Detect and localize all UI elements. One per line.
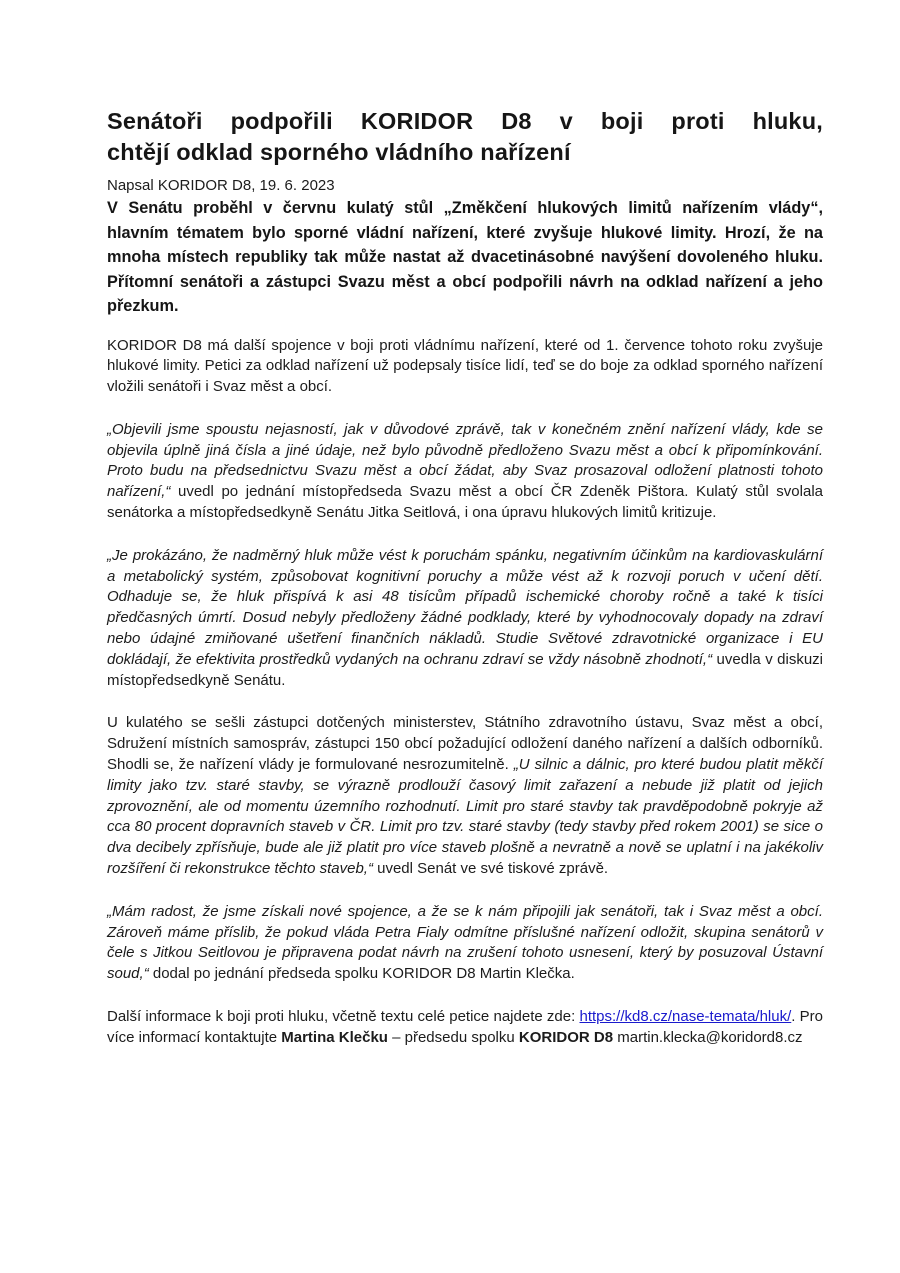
contact-middle-text: . Pro více informací kontaktujte: [107, 1008, 823, 1046]
contact-intro-text: Další informace k boji proti hluku, včetně textu celé petice najdete zde:: [107, 1008, 580, 1026]
page-title-line1: Senátoři podpořili KORIDOR D8 v boji proti hluku,: [107, 108, 823, 134]
body-paragraph-4: [107, 713, 823, 879]
paragraph-text: KORIDOR D8 má další spojence v boji proti vládnímu nařízení, které od 1. července tohoto roku zvyšuje hlukové limity. Petici za odklad nařízení už podepsaly tisíce lidí, teď se do boje za odklad sporného nařízení vložili senátoři i Svaz měst a obcí.: [107, 336, 823, 396]
quote-text: „Je prokázáno, že nadměrný hluk může vést k poruchám spánku, negativním účinkům na kardiovaskulární a metabolický systém, způsobovat kognitivní poruchy a může vést až k rozvoji poruch v učení dětí. Odhaduje se, že hluk přispívá k asi 48 tisícům případů ischemické choroby ročně a také k tisíci předčasných úmrtí. Dosud nebyly předloženy žádné podklady, které by vyhodnocovaly dopady na zdraví nebo údajné zmiňované ušetření finančních nákladů. Studie Světové zdravotnické organizace i EU dokládají, že efektivita prostředků vydaných na ochranu zdraví se vždy násobně zhodnotí,“: [107, 546, 823, 668]
quote-text: „Objevili jsme spoustu nejasností, jak v důvodové zprávě, tak v konečném znění nařízení vlády, kde se objevila úplně jiná čísla a jiné údaje, než bylo původně předloženo Svazu měst a obcí k připomínkování. Proto budu na předsednictvu Svazu měst a obcí žádat, aby Svaz prosazoval odložení platnosti tohoto nařízení,“: [107, 420, 823, 501]
contact-paragraph: [107, 1007, 823, 1049]
page-title: [107, 106, 823, 168]
body-paragraph-2: [107, 420, 823, 524]
byline: Napsal KORIDOR D8, 19. 6. 2023: [107, 177, 335, 194]
quote-text: „Mám radost, že jsme získali nové spojence, a že se k nám připojili jak senátoři, tak i Svaz měst a obcí. Zároveň máme příslib, že pokud vláda Petra Fialy odmítne příslušné nařízení odložit, skupina senátorů v čele s Jitkou Seitlovou je připravena podat návrh na zrušení tohoto usnesení, který by posuzoval Ústavní soud,“: [107, 902, 823, 983]
quote-text: „U silnic a dálnic, pro které budou platit měkčí limity jako tzv. staré stavby, se výrazně prodlouží časový limit zařazení a nebude již platit od jejich zprovoznění, ale od momentu územního rozhodnutí. Limit pro staré stavby tak pravděpodobně pokryje až cca 80 procent dopravních staveb v ČR. Limit pro tzv. staré stavby (tedy stavby před rokem 2001) se sice o dva decibely zpřísňuje, bude ale již platit pro více staveb plošně a nevratně a nově se uplatní i na jakékoliv rozšíření či rekonstrukce těchto staveb,“: [107, 756, 823, 878]
contact-email-text: martin.klecka@koridord8.cz: [613, 1028, 803, 1046]
page-title-line2: chtějí odklad sporného vládního nařízení: [107, 139, 571, 165]
paragraph-text: U kulatého se sešli zástupci dotčených ministerstev, Státního zdravotního ústavu, Svaz měst a obcí, Sdružení místních samospráv, zástupci 150 obcí požadující odložení daného nařízení a dalších odborníků. Shodli se, že nařízení vlády je formulované nesrozumitelně.: [107, 714, 823, 774]
attribution-text: dodal po jednání předseda spolku KORIDOR D8 Martin Klečka.: [148, 965, 575, 983]
article: [107, 106, 823, 1049]
body-paragraph-5: [107, 902, 823, 985]
body-paragraph-1: [107, 336, 823, 398]
attribution-text: uvedla v diskuzi místopředsedkyně Senátu.: [107, 650, 824, 689]
attribution-text: uvedl po jednání místopředseda Svazu měst a obcí ČR Zdeněk Pištora. Kulatý stůl svolala senátorka a místopředsedkyně Senátu Jitka Seitlová, i ona úpravu hlukových limitů kritizuje.: [107, 483, 823, 522]
attribution-text: uvedl Senát ve své tiskové zprávě.: [372, 860, 609, 878]
lead-paragraph: V Senátu proběhl v červnu kulatý stůl „Změkčení hlukových limitů nařízením vlády“, hlavním tématem bylo sporné vládní nařízení, které zvyšuje hlukové limity. Hrozí, že na mnoha místech republiky tak může nastat až dvacetinásobné navýšení dovoleného hluku. Přítomní senátoři a zástupci Svazu měst a obcí podpořili návrh na odklad nařízení a jeho přezkum.: [107, 199, 823, 315]
contact-person-name: Martina Klečku: [281, 1028, 388, 1046]
contact-role-text: – předsedu spolku: [387, 1028, 519, 1046]
organization-name: KORIDOR D8: [518, 1028, 614, 1046]
petition-link[interactable]: https://kd8.cz/nase-temata/hluk/: [579, 1008, 792, 1026]
body-paragraph-3: [107, 546, 823, 692]
